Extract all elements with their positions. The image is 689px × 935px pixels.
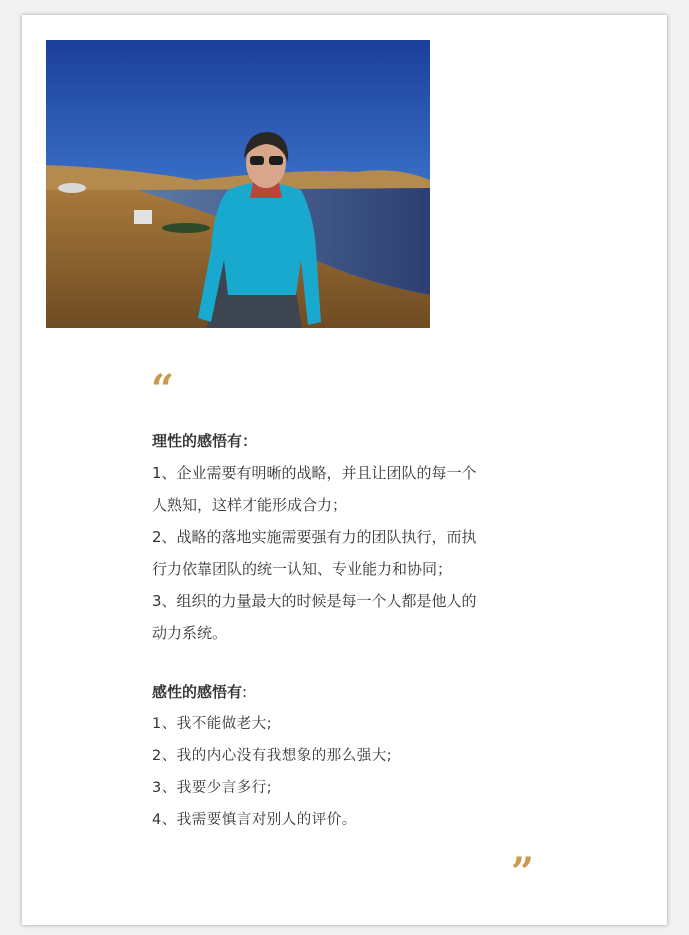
close-quote-icon: ” — [511, 849, 535, 896]
section1-line: 行力依靠团队的统一认知、专业能力和协同； — [152, 560, 453, 578]
article-text — [152, 425, 542, 836]
section1-line: 2、战略的落地实施需要强有力的团队执行，而执 — [152, 528, 477, 546]
section1-line: 1、企业需要有明晰的战略，并且让团队的每一个 — [152, 464, 477, 482]
section1-line: 动力系统。 — [152, 624, 228, 642]
section2-heading-text: 感性的感悟有 — [152, 683, 243, 701]
person-by-lake-photo — [46, 40, 430, 328]
article-card — [22, 15, 667, 925]
section1-line: 人熟知，这样才能形成合力； — [152, 496, 348, 514]
section2-line: 3、我要少言多行; — [152, 780, 273, 796]
section2-line: 1、我不能做老大; — [152, 716, 273, 732]
section1-heading: 理性的感悟有： — [152, 432, 258, 450]
section2-heading-colon: : — [242, 683, 248, 701]
section1-line: 3、组织的力量最大的时候是每一个人都是他人的 — [152, 592, 477, 610]
photo-illustration — [46, 40, 430, 328]
open-quote-icon: “ — [151, 366, 175, 413]
section-gap — [152, 649, 542, 676]
section2-line: 4、我需要慎言对别人的评价。 — [152, 812, 357, 828]
section2-line: 2、我的内心没有我想象的那么强大; — [152, 748, 393, 764]
section2-heading — [152, 676, 542, 708]
